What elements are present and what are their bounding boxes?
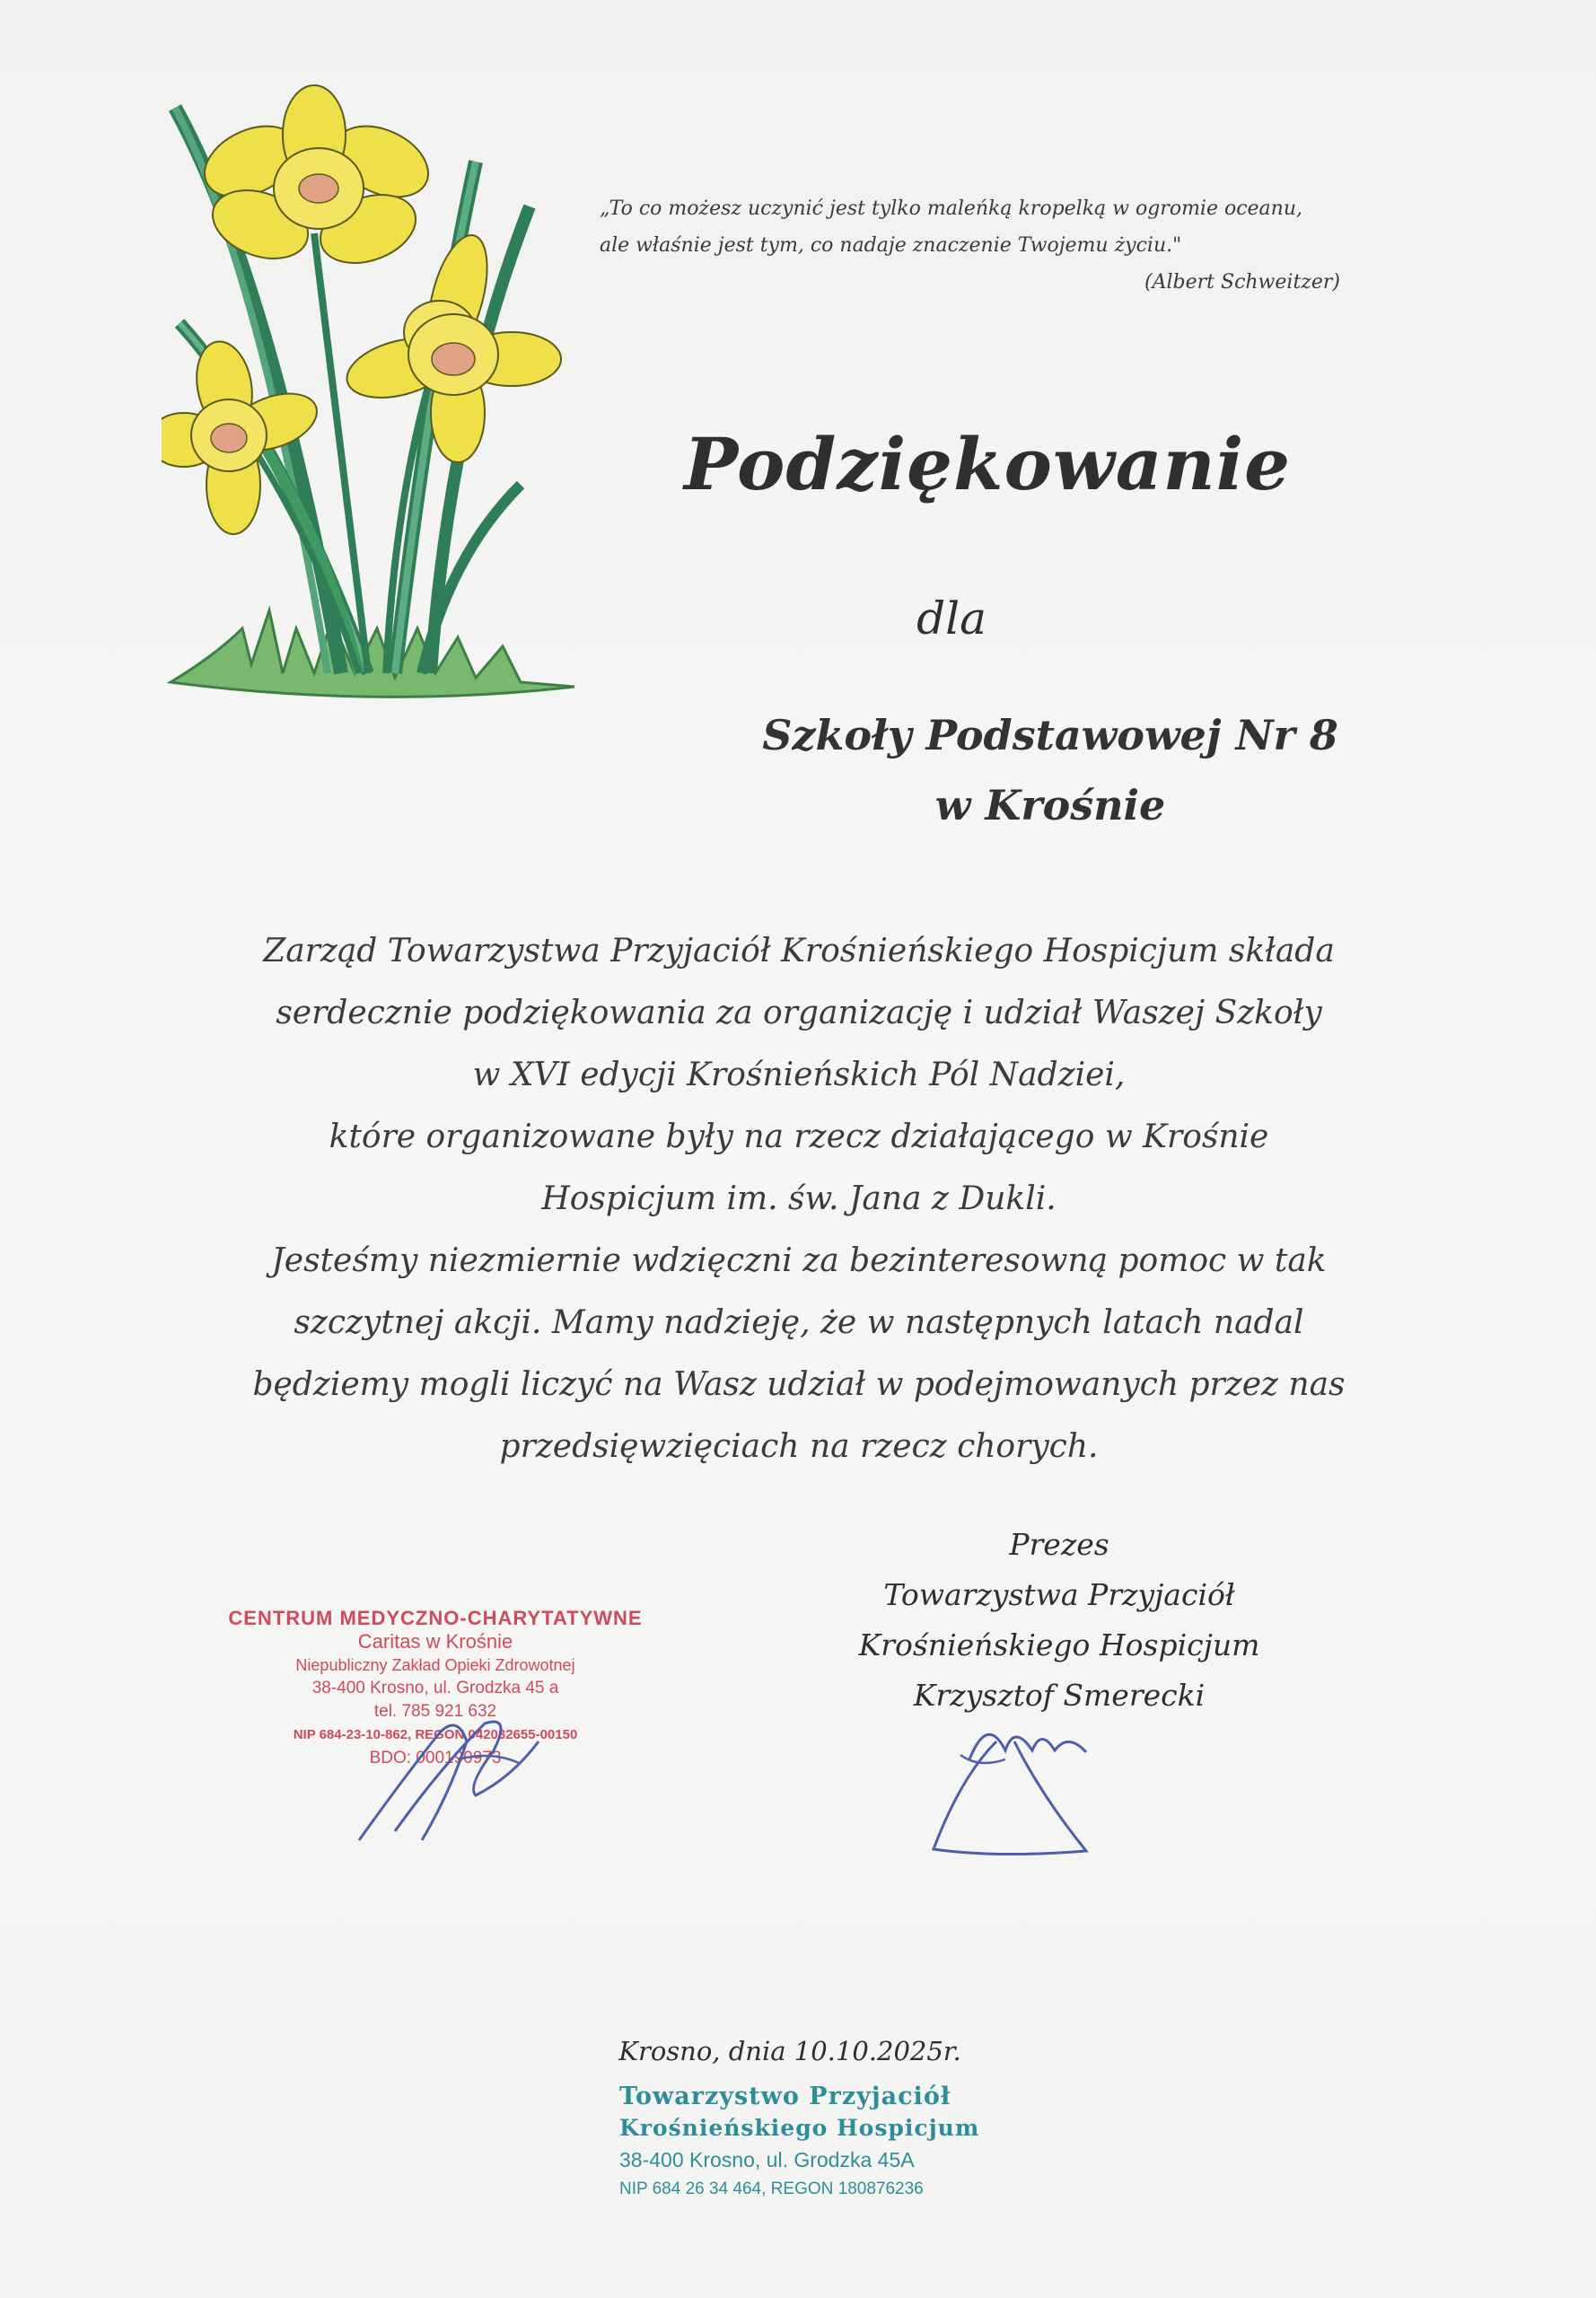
daffodil-illustration (162, 54, 583, 700)
stamp-line: Niepubliczny Zakład Opieki Zdrowotnej (295, 1656, 575, 1674)
quote-line-2: ale właśnie jest tym, co nadaje znaczenie Twojemu życiu." (600, 234, 1182, 257)
signatory-org-2: Krośnieńskiego Hospicjum (858, 1627, 1260, 1662)
body-text (153, 920, 1445, 1478)
recipient (646, 700, 1454, 840)
stamp-line: Krośnieńskiego Hospicjum (619, 2115, 980, 2141)
stamp-line: Towarzystwo Przyjaciół (619, 2083, 951, 2110)
body-line: szczytnej akcji. Mamy nadzieję, że w następnych latach nadal (294, 1304, 1304, 1341)
quote (600, 190, 1358, 301)
recipient-line-1: Szkoły Podstawowej Nr 8 (762, 711, 1338, 759)
stamp-line: NIP 684 26 34 464, REGON 180876236 (619, 2180, 924, 2198)
date-line: Krosno, dnia 10.10.2025r. (618, 2036, 961, 2066)
stamp-line: Caritas w Krośnie (357, 1630, 513, 1653)
signatory-name: Krzysztof Smerecki (913, 1678, 1206, 1713)
body-line: Hospicjum im. św. Jana z Dukli. (541, 1180, 1057, 1217)
body-line: serdecznie podziękowania za organizację i udział Waszej Szkoły (276, 995, 1322, 1031)
stamp-line: BDO: 000190973 (369, 1749, 502, 1767)
society-stamp (619, 2081, 1014, 2203)
stamp-line: tel. 785 921 632 (373, 1702, 497, 1721)
stamp-signature (341, 1697, 548, 1849)
body-line: które organizowane były na rzecz działającego w Krośnie (329, 1118, 1269, 1155)
signature (907, 1688, 1113, 1867)
signatory-org-1: Towarzystwa Przyjaciół (883, 1577, 1235, 1612)
body-line: w XVI edycji Krośnieńskich Pól Nadziei, (472, 1057, 1126, 1093)
signatory-title: Prezes (1009, 1527, 1109, 1562)
stamp-line: CENTRUM MEDYCZNO-CHARYTATYWNE (228, 1607, 643, 1629)
stamp-line: 38-400 Krosno, ul. Grodzka 45 a (311, 1679, 559, 1697)
quote-line-1: „To co możesz uczynić jest tylko maleńką kropelką w ogromie oceanu, (600, 197, 1303, 220)
stamp-line: 38-400 Krosno, ul. Grodzka 45A (619, 2148, 915, 2171)
quote-author: (Albert Schweitzer) (1144, 271, 1340, 294)
body-line: Jesteśmy niezmiernie wdzięczni za bezinteresowną pomoc w tak (271, 1242, 1327, 1279)
dla-label: dla (916, 592, 987, 645)
recipient-line-2: w Krośnie (934, 781, 1166, 829)
body-line: przedsięwzięciach na rzecz chorych. (499, 1428, 1099, 1465)
stamp-line: NIP 684-23-10-862, REGON 042032655-00150 (293, 1727, 578, 1742)
body-line: Zarząd Towarzystwa Przyjaciół Krośnieńskiego Hospicjum składa (263, 933, 1335, 969)
body-line: będziemy mogli liczyć na Wasz udział w podejmowanych przez nas (252, 1366, 1346, 1403)
certificate-title: Podziękowanie (684, 422, 1291, 506)
